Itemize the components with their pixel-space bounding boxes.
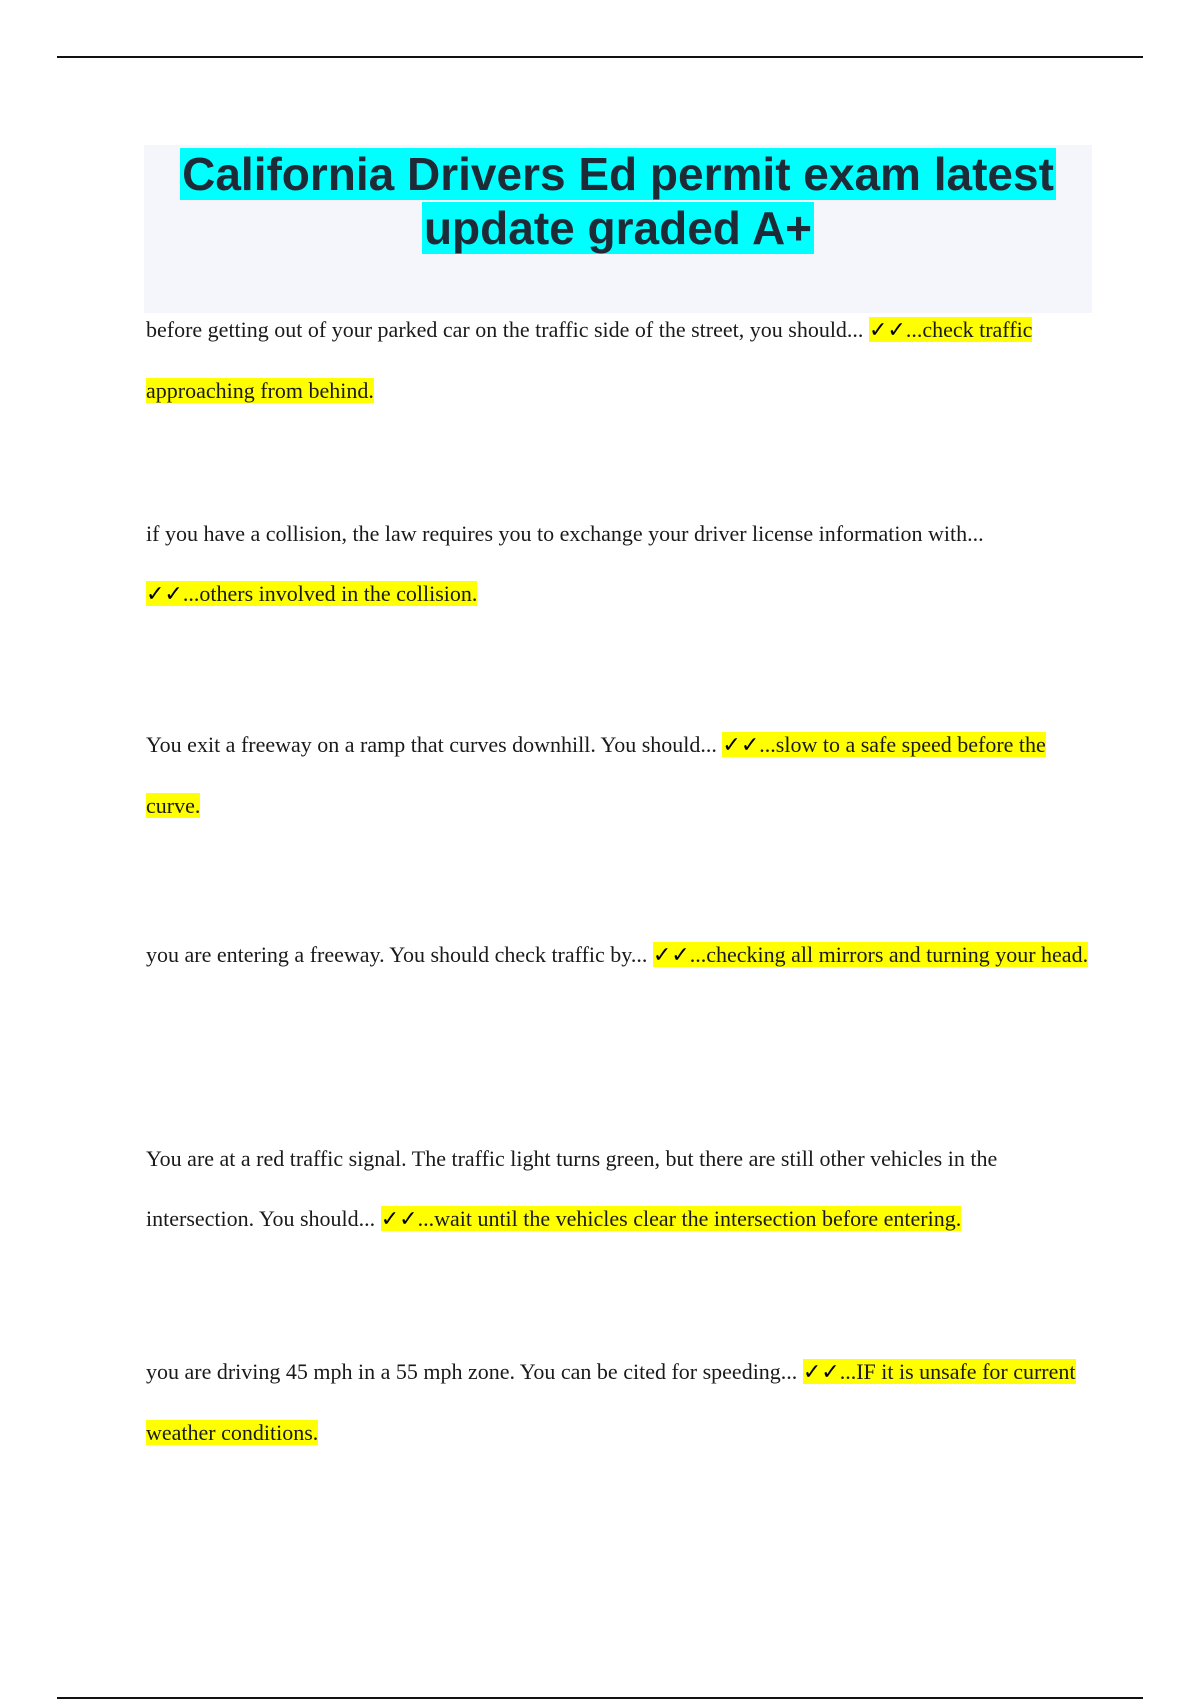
check-mark-icon: ✓✓ <box>146 582 183 607</box>
answer-text: ...check traffic approaching from behind. <box>146 317 1033 403</box>
document-title <box>144 145 1092 255</box>
qa-item-6 <box>146 1342 1096 1463</box>
qa-item-5 <box>146 1129 1096 1250</box>
top-rule <box>57 56 1143 58</box>
answer-highlight <box>381 1206 962 1231</box>
answer-highlight <box>653 942 1088 967</box>
check-mark-icon: ✓✓ <box>722 733 760 758</box>
check-mark-icon: ✓✓ <box>652 943 690 968</box>
answer-text: ...others involved in the collision. <box>182 581 478 606</box>
question-text: before getting out of your parked car on the traffic side of the street, you should... <box>146 317 869 342</box>
qa-item-1 <box>146 300 1096 421</box>
qa-item-3 <box>146 715 1096 836</box>
question-text: You exit a freeway on a ramp that curves downhill. You should... <box>146 732 723 757</box>
answer-text: ...wait until the vehicles clear the intersection before entering. <box>417 1206 962 1231</box>
check-mark-icon: ✓✓ <box>868 318 906 343</box>
answer-text: ...checking all mirrors and turning your head. <box>689 942 1089 967</box>
title-block <box>144 145 1092 313</box>
answer-highlight <box>146 581 477 606</box>
qa-item-2 <box>146 504 1096 625</box>
check-mark-icon: ✓✓ <box>802 1360 840 1385</box>
question-text: you are driving 45 mph in a 55 mph zone. You can be cited for speeding... <box>146 1359 803 1384</box>
question-text: if you have a collision, the law requires you to exchange your driver license information with... <box>146 521 984 546</box>
document-title-text: California Drivers Ed permit exam latest update graded A+ <box>182 148 1054 254</box>
question-text: you are entering a freeway. You should check traffic by... <box>146 942 653 967</box>
check-mark-icon: ✓✓ <box>380 1207 418 1232</box>
bottom-rule <box>57 1697 1143 1699</box>
qa-item-4 <box>146 925 1096 986</box>
answer-text: ...IF it is unsafe for current weather conditions. <box>146 1359 1076 1445</box>
question-text: You are at a red traffic signal. The traffic light turns green, but there are still other vehicles in the intersection. You should... <box>146 1146 998 1231</box>
answer-text: ...slow to a safe speed before the curve. <box>146 732 1046 818</box>
